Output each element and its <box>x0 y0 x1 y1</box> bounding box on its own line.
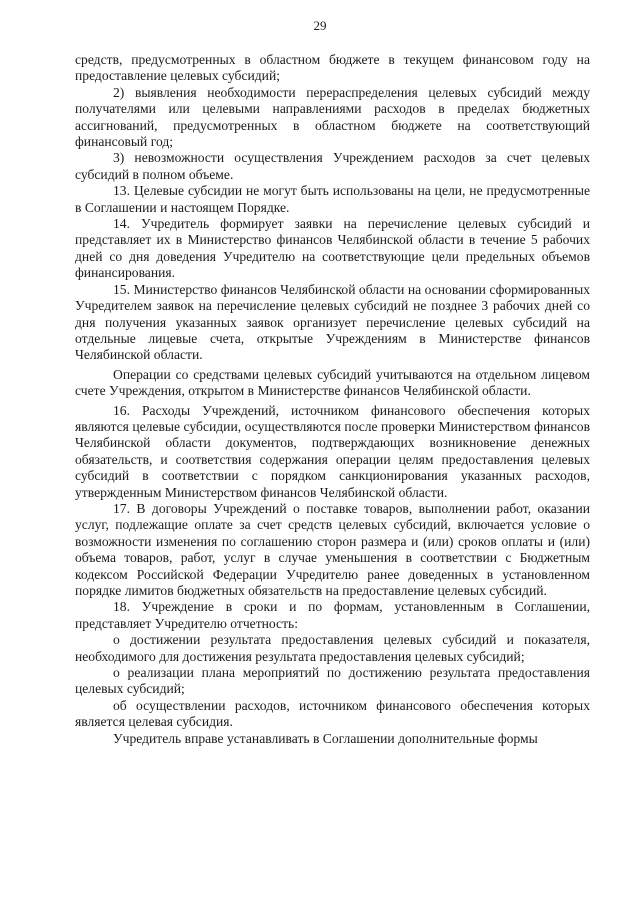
paragraph-additional-forms: Учредитель вправе устанавливать в Соглашении дополнительные формы <box>113 730 538 746</box>
paragraph-report-plan: о реализации плана мероприятий по достижению результата предоставления целевых субсидий; <box>75 665 590 697</box>
paragraph-13: 13. Целевые субсидии не могут быть использованы на цели, не предусмотренные в Соглашении и настоящем Порядке. <box>75 183 590 215</box>
paragraph-16: 16. Расходы Учреждений, источником финансового обеспечения которых являются целевые субсидии, осуществляются после проверки Министерством финансов Челябинской области документов, подтверждающих возникновение денежных обязательств, и соответствия содержания операции целям предоставления целевых субсидий в соответствии с порядком санкционирования указанных расходов, утвержденным Министерством финансов Челябинской области. <box>75 402 590 500</box>
page-number: 29 <box>313 18 327 33</box>
paragraph-operations: Операции со средствами целевых субсидий учитываются на отдельном лицевом счете Учреждения, открытом в Министерстве финансов Челябинской области. <box>75 366 590 399</box>
paragraph-continuation: средств, предусмотренных в областном бюджете в текущем финансовом году на предоставление целевых субсидий; <box>75 52 590 84</box>
paragraph-report-expenses: об осуществлении расходов, источником финансового обеспечения которых является целевая субсидия. <box>75 697 590 730</box>
paragraph-14: 14. Учредитель формирует заявки на перечисление целевых субсидий и представляет их в Министерство финансов Челябинской области в течение 5 рабочих дней со дня доведения Учредителю на соответствующие цели предельных объемов финансирования. <box>75 216 590 281</box>
paragraph-18: 18. Учреждение в сроки и по формам, установленным в Соглашении, представляет Учредителю отчетность: <box>75 599 590 631</box>
paragraph-item-2: 2) выявления необходимости перераспределения целевых субсидий между получателями или целевыми направлениями расходов в пределах бюджетных ассигнований, предусмотренных в областном бюджете на соответствующий финансовый год; <box>75 84 590 150</box>
document-body <box>75 52 590 747</box>
paragraph-report-result: о достижении результата предоставления целевых субсидий и показателя, необходимого для достижения результата предоставления целевых субсидий; <box>75 632 590 664</box>
paragraph-item-3: 3) невозможности осуществления Учреждением расходов за счет целевых субсидий в полном объеме. <box>75 150 590 182</box>
paragraph-15: 15. Министерство финансов Челябинской области на основании сформированных Учредителем заявок на перечисление целевых субсидий не позднее 3 рабочих дней со дня получения указанных заявок организует перечисление целевых субсидий на отдельные лицевые счета, открытые Учреждениям в Министерстве финансов Челябинской области. <box>75 281 590 363</box>
paragraph-17: 17. В договоры Учреждений о поставке товаров, выполнении работ, оказании услуг, подлежащие оплате за счет средств целевых субсидий, включается условие о возможности изменения по соглашению сторон размера и (или) сроков оплаты и (или) объема товаров, работ, услуг в случае уменьшения в соответствии с Бюджетным кодексом Российской Федерации Учредителю ранее доведенных в установленном порядке лимитов бюджетных обязательств на предоставление целевых субсидий. <box>75 500 590 598</box>
